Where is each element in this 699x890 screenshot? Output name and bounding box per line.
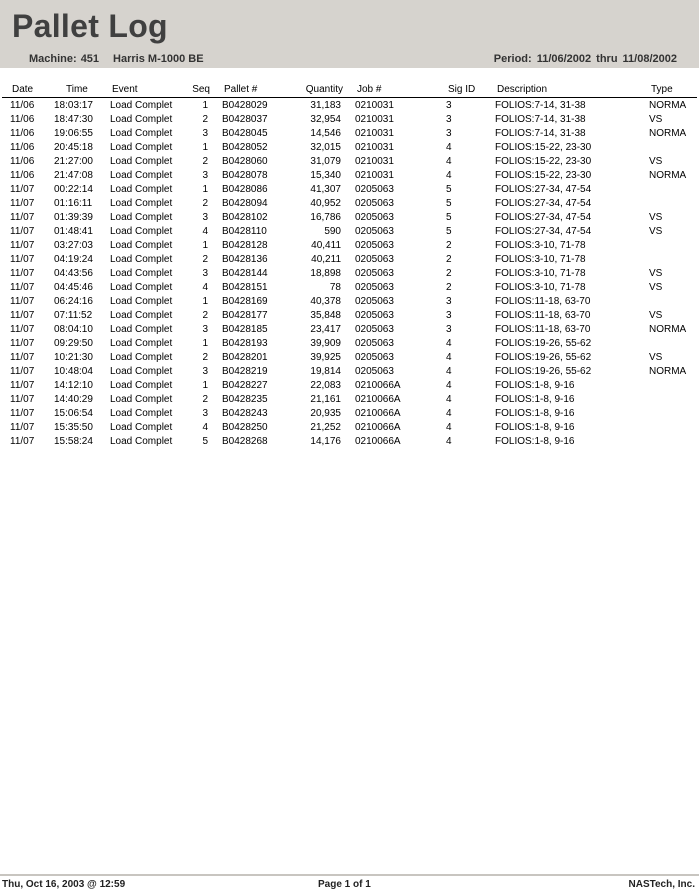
cell-pallet: B0428144 — [222, 268, 268, 279]
cell-sig-id: 2 — [446, 282, 452, 293]
cell-date: 11/07 — [10, 282, 35, 293]
cell-time: 03:27:03 — [54, 240, 93, 251]
cell-date: 11/07 — [10, 408, 35, 419]
cell-sig-id: 3 — [446, 310, 452, 321]
cell-event: Load Complet — [110, 310, 173, 321]
cell-time: 09:29:50 — [54, 338, 93, 349]
report-header — [0, 0, 699, 68]
cell-job: 0205063 — [355, 198, 394, 209]
cell-time: 18:03:17 — [54, 100, 93, 111]
cell-date: 11/07 — [10, 240, 35, 251]
cell-event: Load Complet — [110, 352, 173, 363]
cell-quantity: 14,546 — [310, 128, 341, 139]
cell-event: Load Complet — [110, 142, 173, 153]
cell-description: FOLIOS:27-34, 47-54 — [495, 226, 592, 237]
cell-seq: 5 — [202, 436, 208, 447]
cell-pallet: B0428227 — [222, 380, 268, 391]
cell-date: 11/07 — [10, 338, 35, 349]
cell-sig-id: 3 — [446, 100, 452, 111]
cell-time: 19:06:55 — [54, 128, 93, 139]
table-body — [0, 98, 699, 448]
cell-sig-id: 4 — [446, 170, 452, 181]
cell-sig-id: 5 — [446, 198, 452, 209]
print-timestamp: Thu, Oct 16, 2003 @ 12:59 — [2, 879, 126, 890]
cell-pallet: B0428094 — [222, 198, 268, 209]
cell-seq: 2 — [202, 254, 208, 265]
cell-pallet: B0428102 — [222, 212, 268, 223]
cell-seq: 3 — [202, 366, 208, 377]
cell-event: Load Complet — [110, 380, 173, 391]
cell-type: NORMA — [649, 100, 687, 111]
cell-pallet: B0428219 — [222, 366, 268, 377]
period-end: 11/08/2002 — [622, 53, 677, 65]
company-name: NASTech, Inc. — [628, 879, 695, 890]
cell-seq: 3 — [202, 212, 208, 223]
cell-job: 0205063 — [355, 338, 394, 349]
cell-seq: 3 — [202, 268, 208, 279]
cell-type: VS — [649, 156, 663, 167]
period-label: Period: — [493, 53, 532, 65]
cell-date: 11/07 — [10, 380, 35, 391]
cell-quantity: 21,161 — [310, 394, 341, 405]
cell-time: 20:45:18 — [54, 142, 93, 153]
cell-time: 18:47:30 — [54, 114, 93, 125]
page-number: Page 1 of 1 — [318, 879, 371, 890]
cell-sig-id: 4 — [446, 380, 452, 391]
cell-description: FOLIOS:19-26, 55-62 — [495, 366, 592, 377]
cell-time: 07:11:52 — [54, 310, 93, 321]
cell-description: FOLIOS:7-14, 31-38 — [495, 114, 586, 125]
cell-job: 0205063 — [355, 352, 394, 363]
cell-seq: 4 — [202, 422, 208, 433]
cell-job: 0210066A — [355, 422, 401, 433]
cell-description: FOLIOS:15-22, 23-30 — [495, 156, 592, 167]
cell-quantity: 16,786 — [310, 212, 341, 223]
cell-sig-id: 4 — [446, 352, 452, 363]
cell-sig-id: 4 — [446, 338, 452, 349]
cell-job: 0210031 — [355, 114, 394, 125]
period-separator: thru — [596, 53, 618, 65]
cell-pallet: B0428037 — [222, 114, 268, 125]
cell-description: FOLIOS:11-18, 63-70 — [495, 310, 591, 321]
cell-description: FOLIOS:11-18, 63-70 — [495, 296, 591, 307]
cell-seq: 2 — [202, 352, 208, 363]
cell-event: Load Complet — [110, 296, 173, 307]
cell-type: NORMA — [649, 170, 687, 181]
column-header-date: Date — [12, 84, 34, 95]
table-row — [0, 308, 699, 322]
cell-time: 04:45:46 — [54, 282, 93, 293]
cell-date: 11/07 — [10, 310, 35, 321]
cell-description: FOLIOS:15-22, 23-30 — [495, 170, 592, 181]
cell-pallet: B0428243 — [222, 408, 268, 419]
cell-quantity: 32,015 — [310, 142, 341, 153]
cell-job: 0210031 — [355, 156, 394, 167]
cell-date: 11/07 — [10, 422, 35, 433]
cell-description: FOLIOS:15-22, 23-30 — [495, 142, 592, 153]
cell-event: Load Complet — [110, 114, 173, 125]
column-header-event: Event — [112, 84, 138, 95]
cell-sig-id: 4 — [446, 436, 452, 447]
pallet-table — [0, 82, 699, 448]
cell-seq: 1 — [202, 184, 208, 195]
cell-type: VS — [649, 212, 663, 223]
cell-job: 0205063 — [355, 240, 394, 251]
cell-job: 0210066A — [355, 436, 401, 447]
cell-quantity: 40,211 — [311, 254, 341, 265]
column-header-seq: Seq — [192, 84, 210, 95]
cell-date: 11/07 — [10, 212, 35, 223]
cell-time: 14:40:29 — [54, 394, 93, 405]
cell-description: FOLIOS:11-18, 63-70 — [495, 324, 591, 335]
column-header-quantity: Quantity — [305, 84, 343, 95]
column-header-pallet: Pallet # — [224, 84, 258, 95]
cell-date: 11/07 — [10, 352, 35, 363]
cell-time: 21:47:08 — [54, 170, 93, 181]
cell-job: 0205063 — [355, 324, 394, 335]
cell-job: 0205063 — [355, 282, 394, 293]
cell-seq: 3 — [202, 170, 208, 181]
cell-pallet: B0428151 — [222, 282, 268, 293]
cell-date: 11/07 — [10, 198, 35, 209]
cell-seq: 4 — [202, 226, 208, 237]
cell-time: 08:04:10 — [54, 324, 93, 335]
cell-pallet: B0428029 — [222, 100, 268, 111]
table-row — [0, 224, 699, 238]
table-row — [0, 98, 699, 112]
table-row — [0, 350, 699, 364]
cell-date: 11/06 — [10, 114, 35, 125]
cell-quantity: 39,909 — [310, 338, 341, 349]
table-row — [0, 126, 699, 140]
cell-seq: 3 — [202, 324, 208, 335]
cell-type: NORMA — [649, 324, 687, 335]
cell-time: 04:19:24 — [54, 254, 93, 265]
cell-job: 0205063 — [355, 310, 394, 321]
cell-time: 14:12:10 — [54, 380, 93, 391]
cell-date: 11/07 — [10, 366, 35, 377]
cell-type: VS — [649, 282, 663, 293]
cell-seq: 1 — [202, 380, 208, 391]
cell-seq: 2 — [202, 156, 208, 167]
cell-type: VS — [649, 310, 663, 321]
cell-description: FOLIOS:3-10, 71-78 — [495, 240, 586, 251]
cell-date: 11/07 — [10, 226, 35, 237]
report-title: Pallet Log — [12, 8, 168, 44]
cell-description: FOLIOS:7-14, 31-38 — [495, 128, 586, 139]
cell-quantity: 15,340 — [310, 170, 341, 181]
cell-pallet: B0428169 — [222, 296, 268, 307]
cell-date: 11/07 — [10, 268, 35, 279]
cell-description: FOLIOS:27-34, 47-54 — [495, 198, 592, 209]
cell-description: FOLIOS:1-8, 9-16 — [495, 436, 575, 447]
cell-job: 0210031 — [355, 100, 394, 111]
table-row — [0, 182, 699, 196]
cell-event: Load Complet — [110, 100, 173, 111]
cell-seq: 1 — [202, 142, 208, 153]
cell-date: 11/06 — [10, 156, 35, 167]
cell-quantity: 23,417 — [310, 324, 341, 335]
cell-quantity: 41,307 — [310, 184, 341, 195]
cell-description: FOLIOS:1-8, 9-16 — [495, 408, 575, 419]
cell-date: 11/07 — [10, 296, 35, 307]
cell-quantity: 31,183 — [310, 100, 341, 111]
cell-seq: 4 — [202, 282, 208, 293]
cell-event: Load Complet — [110, 198, 173, 209]
cell-event: Load Complet — [110, 156, 173, 167]
cell-pallet: B0428250 — [222, 422, 268, 433]
cell-quantity: 22,083 — [310, 380, 341, 391]
table-row — [0, 168, 699, 182]
machine-label: Machine: — [29, 53, 77, 65]
column-header-type: Type — [651, 84, 673, 95]
table-row — [0, 154, 699, 168]
cell-sig-id: 3 — [446, 324, 452, 335]
cell-seq: 3 — [202, 128, 208, 139]
cell-pallet: B0428086 — [222, 184, 268, 195]
cell-description: FOLIOS:1-8, 9-16 — [495, 380, 575, 391]
cell-job: 0210066A — [355, 380, 401, 391]
cell-sig-id: 3 — [446, 296, 452, 307]
cell-quantity: 21,252 — [310, 422, 341, 433]
cell-time: 01:16:11 — [54, 198, 93, 209]
cell-seq: 2 — [202, 198, 208, 209]
cell-description: FOLIOS:19-26, 55-62 — [495, 338, 592, 349]
footer-divider — [0, 874, 699, 876]
cell-type: NORMA — [649, 366, 687, 377]
cell-date: 11/06 — [10, 142, 35, 153]
cell-seq: 2 — [202, 394, 208, 405]
cell-quantity: 31,079 — [310, 156, 341, 167]
cell-pallet: B0428045 — [222, 128, 268, 139]
cell-sig-id: 5 — [446, 226, 452, 237]
column-header-description: Description — [497, 84, 548, 95]
cell-event: Load Complet — [110, 128, 173, 139]
cell-sig-id: 4 — [446, 142, 452, 153]
table-row — [0, 336, 699, 350]
cell-sig-id: 4 — [446, 422, 452, 433]
cell-description: FOLIOS:3-10, 71-78 — [495, 282, 586, 293]
cell-event: Load Complet — [110, 408, 173, 419]
cell-type: VS — [649, 352, 663, 363]
cell-event: Load Complet — [110, 436, 173, 447]
cell-event: Load Complet — [110, 268, 173, 279]
machine-model: Harris M-1000 BE — [113, 53, 204, 65]
cell-time: 15:35:50 — [54, 422, 93, 433]
cell-event: Load Complet — [110, 282, 173, 293]
cell-pallet: B0428201 — [222, 352, 268, 363]
cell-pallet: B0428177 — [222, 310, 268, 321]
cell-sig-id: 3 — [446, 128, 452, 139]
cell-event: Load Complet — [110, 226, 173, 237]
cell-quantity: 39,925 — [310, 352, 341, 363]
machine-number: 451 — [80, 53, 100, 65]
cell-job: 0205063 — [355, 366, 394, 377]
cell-pallet: B0428185 — [222, 324, 268, 335]
cell-job: 0210031 — [355, 170, 394, 181]
cell-job: 0210031 — [355, 142, 394, 153]
cell-sig-id: 4 — [446, 394, 452, 405]
cell-pallet: B0428268 — [222, 436, 268, 447]
cell-quantity: 590 — [324, 226, 341, 237]
period-info — [489, 53, 677, 65]
cell-event: Load Complet — [110, 324, 173, 335]
cell-job: 0210066A — [355, 394, 401, 405]
cell-date: 11/07 — [10, 324, 35, 335]
table-row — [0, 252, 699, 266]
cell-quantity: 20,935 — [310, 408, 341, 419]
cell-quantity: 40,378 — [310, 296, 341, 307]
cell-pallet: B0428136 — [222, 254, 268, 265]
machine-info — [29, 53, 204, 65]
table-header-row — [2, 82, 697, 98]
cell-pallet: B0428193 — [222, 338, 268, 349]
cell-description: FOLIOS:1-8, 9-16 — [495, 394, 575, 405]
table-row — [0, 392, 699, 406]
cell-event: Load Complet — [110, 366, 173, 377]
cell-description: FOLIOS:19-26, 55-62 — [495, 352, 592, 363]
cell-sig-id: 2 — [446, 254, 452, 265]
cell-job: 0205063 — [355, 212, 394, 223]
cell-pallet: B0428128 — [222, 240, 268, 251]
cell-date: 11/06 — [10, 170, 35, 181]
cell-date: 11/07 — [10, 394, 35, 405]
cell-event: Load Complet — [110, 240, 173, 251]
cell-event: Load Complet — [110, 394, 173, 405]
cell-time: 21:27:00 — [54, 156, 93, 167]
cell-quantity: 18,898 — [310, 268, 341, 279]
cell-pallet: B0428110 — [222, 226, 267, 237]
cell-time: 15:06:54 — [54, 408, 93, 419]
table-row — [0, 140, 699, 154]
table-row — [0, 238, 699, 252]
cell-time: 04:43:56 — [54, 268, 93, 279]
period-start: 11/06/2002 — [536, 53, 592, 65]
cell-event: Load Complet — [110, 338, 173, 349]
cell-pallet: B0428235 — [222, 394, 268, 405]
cell-description: FOLIOS:3-10, 71-78 — [495, 268, 586, 279]
cell-date: 11/06 — [10, 100, 35, 111]
table-row — [0, 280, 699, 294]
cell-description: FOLIOS:3-10, 71-78 — [495, 254, 586, 265]
cell-pallet: B0428060 — [222, 156, 268, 167]
cell-description: FOLIOS:27-34, 47-54 — [495, 212, 592, 223]
cell-description: FOLIOS:27-34, 47-54 — [495, 184, 592, 195]
table-row — [0, 266, 699, 280]
cell-seq: 2 — [202, 310, 208, 321]
cell-job: 0205063 — [355, 268, 394, 279]
table-row — [0, 364, 699, 378]
table-row — [0, 210, 699, 224]
cell-quantity: 14,176 — [310, 436, 341, 447]
cell-seq: 1 — [202, 338, 208, 349]
cell-quantity: 40,411 — [311, 240, 341, 251]
column-header-sig-id: Sig ID — [448, 84, 476, 95]
cell-sig-id: 5 — [446, 184, 452, 195]
cell-time: 10:48:04 — [54, 366, 93, 377]
table-row — [0, 434, 699, 448]
column-header-time: Time — [66, 84, 88, 95]
cell-type: VS — [649, 114, 663, 125]
cell-date: 11/07 — [10, 184, 35, 195]
cell-sig-id: 5 — [446, 212, 452, 223]
cell-quantity: 32,954 — [310, 114, 341, 125]
table-row — [0, 420, 699, 434]
cell-seq: 1 — [202, 100, 208, 111]
cell-date: 11/06 — [10, 128, 35, 139]
cell-quantity: 35,848 — [310, 310, 341, 321]
cell-job: 0205063 — [355, 226, 394, 237]
cell-time: 15:58:24 — [54, 436, 93, 447]
cell-sig-id: 2 — [446, 268, 452, 279]
table-row — [0, 112, 699, 126]
cell-sig-id: 3 — [446, 114, 452, 125]
cell-job: 0210066A — [355, 408, 401, 419]
cell-date: 11/07 — [10, 254, 35, 265]
cell-pallet: B0428052 — [222, 142, 268, 153]
cell-time: 10:21:30 — [54, 352, 93, 363]
table-row — [0, 294, 699, 308]
column-header-job: Job # — [357, 84, 382, 95]
cell-quantity: 78 — [329, 282, 341, 293]
cell-description: FOLIOS:1-8, 9-16 — [495, 422, 575, 433]
cell-seq: 1 — [202, 296, 208, 307]
cell-type: NORMA — [649, 128, 687, 139]
cell-type: VS — [649, 226, 663, 237]
cell-sig-id: 2 — [446, 240, 452, 251]
table-row — [0, 322, 699, 336]
cell-job: 0205063 — [355, 184, 394, 195]
table-row — [0, 378, 699, 392]
cell-event: Load Complet — [110, 184, 173, 195]
cell-sig-id: 4 — [446, 156, 452, 167]
cell-event: Load Complet — [110, 212, 173, 223]
cell-time: 01:48:41 — [54, 226, 93, 237]
cell-seq: 1 — [202, 240, 208, 251]
cell-sig-id: 4 — [446, 408, 452, 419]
cell-job: 0205063 — [355, 254, 394, 265]
cell-time: 06:24:16 — [54, 296, 93, 307]
cell-type: VS — [649, 268, 663, 279]
cell-description: FOLIOS:7-14, 31-38 — [495, 100, 586, 111]
cell-job: 0205063 — [355, 296, 394, 307]
cell-job: 0210031 — [355, 128, 394, 139]
table-row — [0, 196, 699, 210]
table-row — [0, 406, 699, 420]
cell-quantity: 40,952 — [310, 198, 341, 209]
cell-time: 00:22:14 — [54, 184, 93, 195]
cell-pallet: B0428078 — [222, 170, 268, 181]
cell-seq: 2 — [202, 114, 208, 125]
cell-event: Load Complet — [110, 422, 173, 433]
cell-date: 11/07 — [10, 436, 35, 447]
cell-quantity: 19,814 — [310, 366, 341, 377]
cell-seq: 3 — [202, 408, 208, 419]
cell-sig-id: 4 — [446, 366, 452, 377]
cell-event: Load Complet — [110, 254, 173, 265]
cell-event: Load Complet — [110, 170, 173, 181]
cell-time: 01:39:39 — [54, 212, 93, 223]
